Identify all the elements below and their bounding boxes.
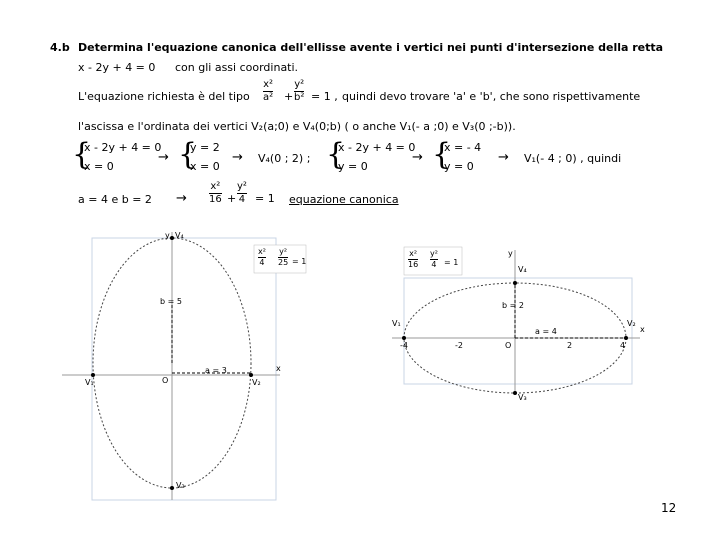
right-legend-eq: = 1 bbox=[444, 258, 459, 267]
fraction-denominator: 4 bbox=[259, 258, 265, 267]
right-tick-4: 4 bbox=[620, 341, 626, 350]
system-brace: { bbox=[72, 137, 92, 172]
fraction-numerator: x² bbox=[210, 181, 221, 192]
left-vertex-v2-dot bbox=[249, 373, 253, 377]
explanation-intro: L'equazione richiesta è del tipo bbox=[78, 90, 250, 103]
right-vertex-v3-dot bbox=[513, 391, 517, 395]
right-graph-frame bbox=[404, 278, 632, 384]
right-tick-minus-2: -2 bbox=[455, 341, 463, 350]
fraction-numerator: x² bbox=[258, 247, 266, 256]
explanation-continued: quindi devo trovare 'a' e 'b', che sono rispettivamente bbox=[342, 90, 641, 103]
left-label-v3: V₃ bbox=[176, 481, 185, 490]
right-vertex-v2-dot bbox=[624, 336, 628, 340]
left-label-x-axis: x bbox=[276, 364, 281, 373]
left-label-origin: O bbox=[162, 376, 169, 385]
right-tick-minus-4: -4 bbox=[400, 341, 408, 350]
arrow-icon: → bbox=[498, 150, 509, 165]
right-label-v2: V₂ bbox=[627, 319, 636, 328]
fraction-numerator: y² bbox=[294, 79, 305, 90]
right-label-a: a = 4 bbox=[535, 327, 557, 336]
fraction-denominator: 16 bbox=[408, 260, 419, 269]
left-vertex-v1-dot bbox=[91, 373, 95, 377]
plus-sign: + bbox=[227, 192, 237, 205]
fraction-numerator: y² bbox=[237, 181, 247, 192]
vertex-v4: V₄(0 ; 2) ; bbox=[258, 152, 311, 165]
right-vertex-v1-dot bbox=[402, 336, 406, 340]
right-legend-frac-x bbox=[408, 250, 418, 269]
fraction-numerator: y² bbox=[279, 247, 288, 256]
system-1-row-2: x = 0 bbox=[84, 160, 114, 173]
line-equation: x - 2y + 4 = 0 bbox=[78, 61, 156, 74]
system-brace: { bbox=[432, 137, 452, 172]
right-label-v4: V₄ bbox=[518, 265, 527, 274]
arrow-icon: → bbox=[158, 150, 169, 165]
right-label-v1: V₁ bbox=[392, 319, 401, 328]
left-legend-frac-y bbox=[278, 248, 288, 267]
arrow-icon: → bbox=[176, 191, 187, 206]
system-brace: { bbox=[178, 137, 198, 172]
left-label-v4: V₄ bbox=[175, 231, 184, 240]
fraction-denominator: 4 bbox=[238, 194, 246, 205]
system-brace: { bbox=[326, 137, 346, 172]
right-label-b: b = 2 bbox=[502, 301, 524, 310]
canonical-equation-label: equazione canonica bbox=[289, 193, 399, 206]
right-tick-2: 2 bbox=[567, 341, 573, 350]
system-3-row-1: x - 2y + 4 = 0 bbox=[338, 141, 416, 154]
left-label-v1: V₁ bbox=[85, 378, 94, 387]
left-vertex-v4-dot bbox=[170, 236, 174, 240]
system-4-row-1: x = - 4 bbox=[444, 141, 482, 154]
left-legend-frac-x bbox=[258, 248, 266, 267]
arrow-icon: → bbox=[412, 150, 423, 165]
fraction-numerator: y² bbox=[430, 249, 438, 258]
exercise-line-1: Determina l'equazione canonica dell'ellisse avente i vertici nei punti d'intersezione della retta bbox=[78, 41, 664, 54]
vertex-v1: V₁(- 4 ; 0) , quindi bbox=[524, 152, 622, 165]
system-4-row-2: y = 0 bbox=[444, 160, 474, 173]
right-graph bbox=[392, 247, 640, 395]
left-label-b: b = 5 bbox=[160, 297, 182, 306]
exercise-number: 4.b bbox=[50, 41, 70, 54]
left-label-a: a = 3 bbox=[205, 366, 227, 375]
right-label-v3: V₃ bbox=[518, 393, 527, 402]
left-vertex-v3-dot bbox=[170, 486, 174, 490]
fraction-denominator: 4 bbox=[431, 260, 437, 269]
equals-one: = 1 , bbox=[311, 90, 338, 103]
system-3-row-2: y = 0 bbox=[338, 160, 368, 173]
fraction-denominator: 25 bbox=[278, 258, 289, 267]
left-label-v2: V₂ bbox=[252, 378, 261, 387]
right-label-x-axis: x bbox=[640, 325, 645, 334]
right-vertex-v4-dot bbox=[513, 281, 517, 285]
right-legend-frac-y bbox=[430, 250, 438, 269]
fraction-denominator: a² bbox=[263, 92, 274, 103]
right-label-origin: O bbox=[505, 341, 512, 350]
fraction-denominator: 16 bbox=[209, 194, 222, 205]
page-number: 12 bbox=[661, 501, 677, 515]
plus-sign: + bbox=[284, 90, 294, 103]
system-1-row-1: x - 2y + 4 = 0 bbox=[84, 141, 162, 154]
fraction-numerator: x² bbox=[409, 249, 418, 258]
left-graph bbox=[62, 232, 306, 500]
result-ab: a = 4 e b = 2 bbox=[78, 193, 152, 206]
explanation-vertices: l'ascissa e l'ordinata dei vertici V₂(a;0) e V₄(0;b) ( o anche V₁(- a ;0) e V₃(0 ;-b)). bbox=[78, 120, 516, 133]
exercise-line-2: con gli assi coordinati. bbox=[175, 61, 299, 74]
right-label-y-axis: y bbox=[508, 249, 513, 258]
system-2-row-1: y = 2 bbox=[190, 141, 220, 154]
fraction-numerator: x² bbox=[263, 79, 274, 90]
fraction-denominator: b² bbox=[294, 92, 305, 103]
left-legend-eq: = 1 bbox=[292, 257, 307, 266]
left-label-y-axis: y bbox=[165, 231, 170, 240]
arrow-icon: → bbox=[232, 150, 243, 165]
equals-one: = 1 bbox=[255, 192, 275, 205]
system-2-row-2: x = 0 bbox=[190, 160, 220, 173]
left-graph-frame bbox=[92, 238, 276, 500]
